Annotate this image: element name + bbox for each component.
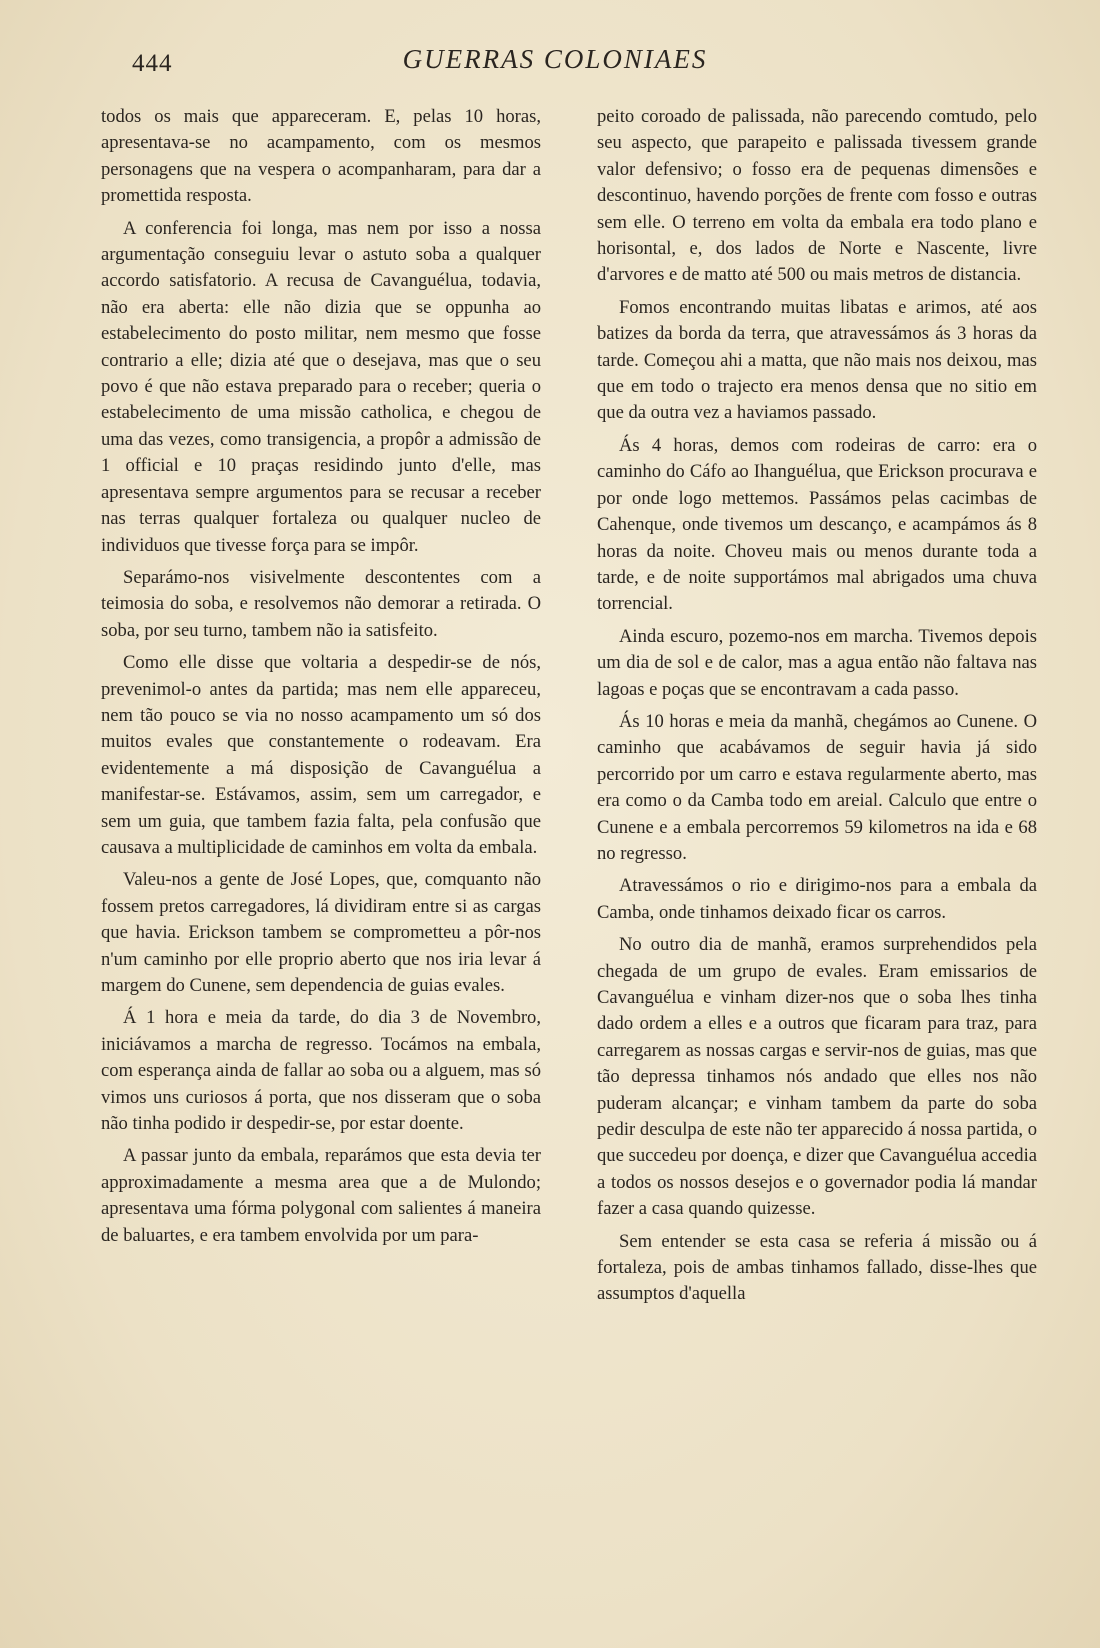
paragraph: Sem entender se esta casa se referia á missão ou á fortaleza, pois de ambas tinhamos fallado, disse-lhes que assumptos d'aquella xyxy=(597,1230,1037,1305)
paragraph: Separámo-nos visivelmente descontentes com a teimosia do soba, e resolvemos não demorar a retirada. O soba, por seu turno, tambem não ia satisfeito. xyxy=(101,566,541,641)
paragraph: Ás 10 horas e meia da manhã, chegámos ao Cunene. O caminho que acabávamos de seguir havia já sido percorrido por um carro e estava regularmente aberto, mas era como o da Camba todo em areial. Calculo que entre o Cunene e a embala percorremos 59 kilometros na ida e 68 no regresso. xyxy=(597,710,1037,864)
left-column xyxy=(101,104,541,1249)
paragraph: A passar junto da embala, reparámos que esta devia ter approximadamente a mesma area que a de Mulondo; apresentava uma fórma polygonal com salientes á maneira de baluartes, e era tambem envolvida por um para- xyxy=(101,1145,541,1246)
paragraph: Valeu-nos a gente de José Lopes, que, comquanto não fossem pretos carregadores, lá dividiram entre si as cargas que havia. Erickson tambem se comprometteu a pôr-nos n'um caminho por elle proprio aberto que nos iria levar á margem do Cunene, sem dependencia de guias evales. xyxy=(101,869,541,996)
paragraph: Fomos encontrando muitas libatas e arimos, até aos batizes da borda da terra, que atravessámos ás 3 horas da tarde. Começou ahi a matta, que não mais nos deixou, mas que em todo o trajecto era menos densa que no sitio em que da outra vez a haviamos passado. xyxy=(597,296,1037,424)
paragraph: Atravessámos o rio e dirigimo-nos para a embala da Camba, onde tinhamos deixado ficar os carros. xyxy=(597,875,1037,923)
running-title: GUERRAS COLONIAES xyxy=(402,44,708,74)
paragraph: todos os mais que appareceram. E, pelas 10 horas, apresentava-se no acampamento, com os mesmos personagens que na vespera o acompanharam, para dar a promettida resposta. xyxy=(101,106,541,207)
page-header xyxy=(120,44,990,84)
paragraph: No outro dia de manhã, eramos surprehendidos pela chegada de um grupo de evales. Eram emissarios de Cavanguélua e vinham dizer-nos que o soba lhes tinha dado ordem a elles e a outros que ficaram para traz, para carregarem as nossas cargas e servir-nos de guias, mas que tão depressa tinhamos nós andado que elles nos não puderam alcançar; e vinham tambem da parte do soba pedir desculpa de este não ter apparecido á nossa partida, o que succedeu por doença, e dizer que Cavanguélua accedia a todos os nossos desejos e o governador podia lá mandar fazer a casa quando quizesse. xyxy=(597,934,1037,1220)
paragraph: peito coroado de palissada, não parecendo comtudo, pelo seu aspecto, que parapeito e palissada tivessem grande valor defensivo; o fosso era de pequenas dimensões e descontinuo, havendo porções de frente com fosso e outras sem elle. O terreno em volta da embala era todo plano e horisontal, e, dos lados de Norte e Nascente, livre d'arvores e de matto até 500 ou mais metros de distancia. xyxy=(597,106,1037,286)
paragraph: Como elle disse que voltaria a despedir-se de nós, prevenimol-o antes da partida; mas nem elle appareceu, nem tão pouco se via no nosso acampamento um só dos muitos evales que constantemente o rodeavam. Era evidentemente a má disposição de Cavanguélua a manifestar-se. Estávamos, assim, sem um carregador, e sem um guia, que tambem fazia falta, pela confusão que causava a multiplicidade de caminhos em volta da embala. xyxy=(101,652,541,858)
paragraph: Á 1 hora e meia da tarde, do dia 3 de Novembro, iniciávamos a marcha de regresso. Tocámos na embala, com esperança ainda de fallar ao soba ou a alguem, mas só vimos uns curiosos á porta, que nos disseram que o soba não tinha podido ir despedir-se, por estar doente. xyxy=(101,1007,541,1135)
paragraph: Ás 4 horas, demos com rodeiras de carro: era o caminho do Cáfo ao Ihanguélua, que Erickson procurava e por onde logo mettemos. Passámos pelas cacimbas de Cahenque, onde tivemos um descanço, e acampámos ás 8 horas da noite. Choveu mais ou menos durante toda a tarde, e de noite supportámos mal abrigados uma chuva torrencial. xyxy=(597,434,1037,615)
right-column xyxy=(597,104,1037,1308)
paragraph: Ainda escuro, pozemo-nos em marcha. Tivemos depois um dia de sol e de calor, mas a agua então não faltava nas lagoas e poças que se encontravam a cada passo. xyxy=(597,625,1037,700)
paragraph: A conferencia foi longa, mas nem por isso a nossa argumentação conseguiu levar o astuto soba a qualquer accordo satisfatorio. A recusa de Cavanguélua, todavia, não era aberta: elle não dizia que se oppunha ao estabelecimento do posto militar, nem mesmo que fosse contrario a elle; dizia até que o desejava, mas que o seu povo é que não estava preparado para o receber; queria o estabelecimento de uma missão catholica, e chegou de uma das vezes, como transigencia, a propôr a admissão de 1 official e 10 praças residindo junto d'elle, mas apresentava sempre argumentos para se recusar a receber nas terras qualquer fortaleza ou qualquer nucleo de individuos que tivesse força para se impôr. xyxy=(101,217,541,556)
page-number: 444 xyxy=(132,50,173,77)
